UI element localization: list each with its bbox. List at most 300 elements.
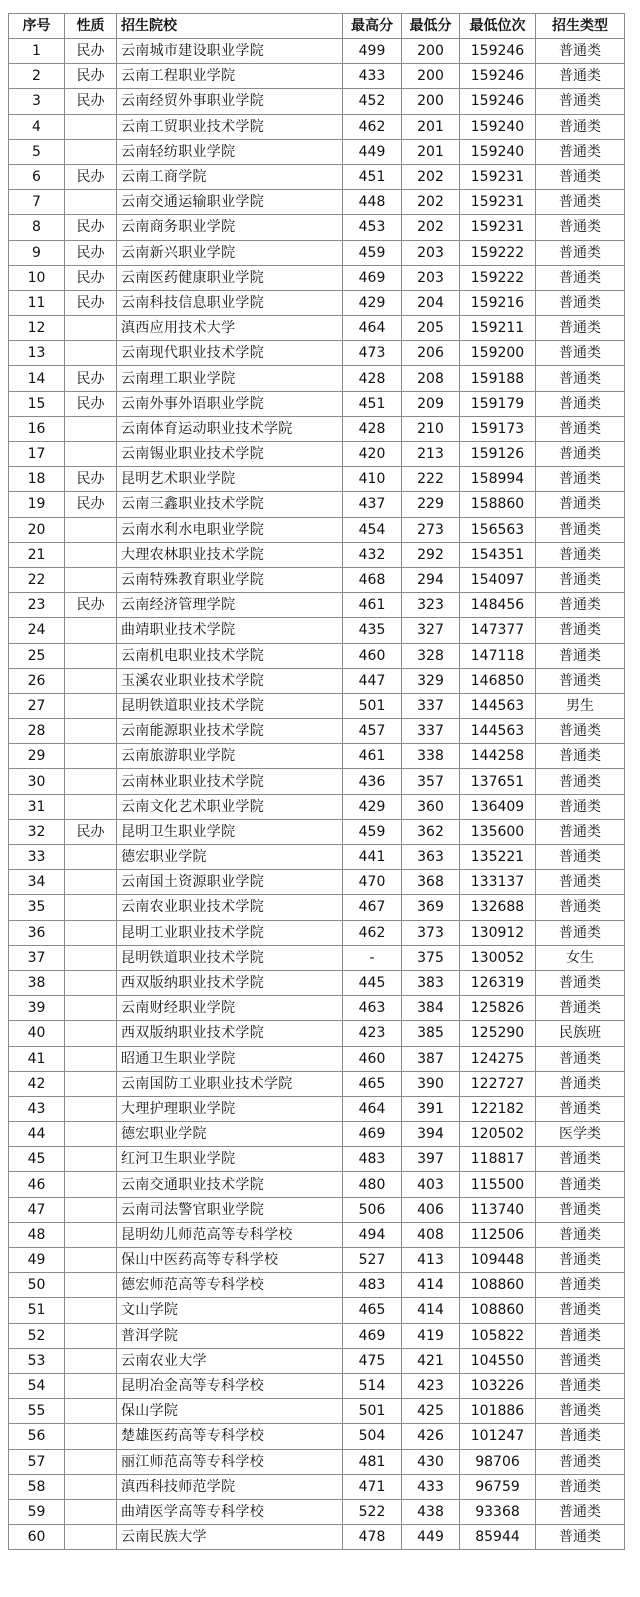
cell-category: 普通类 (536, 1248, 625, 1273)
cell-min-score: 363 (402, 845, 460, 870)
cell-min-rank: 113740 (460, 1197, 536, 1222)
table-row (9, 1197, 625, 1222)
cell-index: 11 (9, 290, 65, 315)
cell-min-score: 360 (402, 794, 460, 819)
cell-min-rank: 85944 (460, 1525, 536, 1550)
cell-max-score: 428 (343, 416, 402, 441)
cell-max-score: 504 (343, 1424, 402, 1449)
table-row (9, 593, 625, 618)
cell-max-score: 522 (343, 1499, 402, 1524)
cell-max-score: 459 (343, 819, 402, 844)
cell-max-score: 447 (343, 668, 402, 693)
cell-min-score: 413 (402, 1248, 460, 1273)
cell-index: 25 (9, 643, 65, 668)
cell-min-score: 337 (402, 719, 460, 744)
cell-min-rank: 154097 (460, 567, 536, 592)
cell-type (65, 693, 117, 718)
cell-min-score: 385 (402, 1021, 460, 1046)
cell-school: 云南工商学院 (117, 164, 343, 189)
cell-min-rank: 159173 (460, 416, 536, 441)
cell-index: 28 (9, 719, 65, 744)
cell-max-score: 483 (343, 1147, 402, 1172)
cell-min-score: 202 (402, 164, 460, 189)
cell-min-score: 406 (402, 1197, 460, 1222)
cell-category: 普通类 (536, 1449, 625, 1474)
cell-index: 55 (9, 1399, 65, 1424)
cell-school: 保山中医药高等专科学校 (117, 1248, 343, 1273)
cell-max-score: 420 (343, 442, 402, 467)
cell-min-rank: 125290 (460, 1021, 536, 1046)
cell-type (65, 643, 117, 668)
cell-max-score: 471 (343, 1474, 402, 1499)
cell-min-score: 205 (402, 316, 460, 341)
cell-school: 昭通卫生职业学院 (117, 1046, 343, 1071)
cell-type (65, 1122, 117, 1147)
cell-index: 53 (9, 1348, 65, 1373)
header-min-rank: 最低位次 (460, 14, 536, 39)
cell-min-rank: 159126 (460, 442, 536, 467)
cell-index: 14 (9, 366, 65, 391)
cell-index: 18 (9, 467, 65, 492)
admission-score-table (8, 13, 625, 1550)
cell-min-score: 202 (402, 190, 460, 215)
cell-school: 普洱学院 (117, 1323, 343, 1348)
cell-max-score: 429 (343, 290, 402, 315)
cell-school: 大理护理职业学院 (117, 1096, 343, 1121)
cell-school: 昆明工业职业技术学院 (117, 920, 343, 945)
cell-min-rank: 135221 (460, 845, 536, 870)
cell-max-score: 501 (343, 1399, 402, 1424)
table-row (9, 1424, 625, 1449)
cell-school: 云南现代职业技术学院 (117, 341, 343, 366)
cell-min-score: 200 (402, 39, 460, 64)
cell-type (65, 1525, 117, 1550)
cell-min-rank: 122727 (460, 1071, 536, 1096)
cell-index: 49 (9, 1248, 65, 1273)
cell-min-score: 201 (402, 114, 460, 139)
cell-school: 云南轻纺职业学院 (117, 139, 343, 164)
cell-min-score: 294 (402, 567, 460, 592)
cell-index: 56 (9, 1424, 65, 1449)
cell-min-rank: 104550 (460, 1348, 536, 1373)
cell-type (65, 1046, 117, 1071)
cell-max-score: 483 (343, 1273, 402, 1298)
cell-type (65, 542, 117, 567)
cell-min-score: 329 (402, 668, 460, 693)
cell-type (65, 668, 117, 693)
cell-index: 46 (9, 1172, 65, 1197)
cell-max-score: 473 (343, 341, 402, 366)
cell-type: 民办 (65, 164, 117, 189)
cell-type (65, 1373, 117, 1398)
cell-category: 普通类 (536, 794, 625, 819)
header-school: 招生院校 (117, 14, 343, 39)
cell-min-score: 202 (402, 215, 460, 240)
cell-type: 民办 (65, 89, 117, 114)
cell-min-rank: 159246 (460, 89, 536, 114)
cell-max-score: 437 (343, 492, 402, 517)
cell-min-score: 383 (402, 970, 460, 995)
cell-school: 云南经贸外事职业学院 (117, 89, 343, 114)
cell-type: 民办 (65, 593, 117, 618)
table-row (9, 290, 625, 315)
cell-type: 民办 (65, 492, 117, 517)
header-max-score: 最高分 (343, 14, 402, 39)
table-row (9, 1348, 625, 1373)
cell-min-score: 390 (402, 1071, 460, 1096)
cell-max-score: 470 (343, 870, 402, 895)
cell-type: 民办 (65, 391, 117, 416)
cell-min-score: 414 (402, 1273, 460, 1298)
cell-type (65, 1147, 117, 1172)
cell-category: 普通类 (536, 1348, 625, 1373)
cell-school: 云南经济管理学院 (117, 593, 343, 618)
cell-category: 普通类 (536, 1298, 625, 1323)
table-row (9, 39, 625, 64)
table-row (9, 240, 625, 265)
cell-index: 44 (9, 1122, 65, 1147)
cell-category: 普通类 (536, 542, 625, 567)
cell-type (65, 341, 117, 366)
cell-category: 普通类 (536, 341, 625, 366)
cell-category: 普通类 (536, 366, 625, 391)
cell-school: 云南旅游职业学院 (117, 744, 343, 769)
cell-school: 云南特殊教育职业学院 (117, 567, 343, 592)
cell-min-score: 203 (402, 265, 460, 290)
cell-index: 24 (9, 618, 65, 643)
cell-school: 楚雄医药高等专科学校 (117, 1424, 343, 1449)
table-row (9, 492, 625, 517)
cell-min-score: 357 (402, 769, 460, 794)
cell-index: 57 (9, 1449, 65, 1474)
cell-max-score: 501 (343, 693, 402, 718)
table-row (9, 845, 625, 870)
cell-index: 52 (9, 1323, 65, 1348)
cell-school: 云南外事外语职业学院 (117, 391, 343, 416)
cell-type (65, 316, 117, 341)
cell-min-score: 403 (402, 1172, 460, 1197)
cell-index: 33 (9, 845, 65, 870)
cell-min-score: 327 (402, 618, 460, 643)
cell-school: 昆明冶金高等专科学校 (117, 1373, 343, 1398)
cell-min-rank: 108860 (460, 1298, 536, 1323)
cell-min-score: 210 (402, 416, 460, 441)
cell-max-score: 467 (343, 895, 402, 920)
cell-school: 云南医药健康职业学院 (117, 265, 343, 290)
cell-school: 云南体育运动职业技术学院 (117, 416, 343, 441)
cell-max-score: 463 (343, 996, 402, 1021)
cell-type (65, 1399, 117, 1424)
cell-index: 50 (9, 1273, 65, 1298)
table-row (9, 870, 625, 895)
cell-school: 昆明艺术职业学院 (117, 467, 343, 492)
cell-category: 女生 (536, 945, 625, 970)
cell-school: 云南锡业职业技术学院 (117, 442, 343, 467)
cell-type (65, 945, 117, 970)
cell-min-score: 337 (402, 693, 460, 718)
cell-school: 德宏师范高等专科学校 (117, 1273, 343, 1298)
cell-type (65, 1323, 117, 1348)
cell-min-rank: 130912 (460, 920, 536, 945)
admission-score-table-container (8, 13, 624, 1550)
cell-index: 38 (9, 970, 65, 995)
cell-category: 普通类 (536, 64, 625, 89)
cell-type (65, 920, 117, 945)
cell-type (65, 190, 117, 215)
table-row (9, 416, 625, 441)
cell-category: 普通类 (536, 996, 625, 1021)
header-index: 序号 (9, 14, 65, 39)
cell-type (65, 139, 117, 164)
table-row (9, 1449, 625, 1474)
cell-type: 民办 (65, 215, 117, 240)
cell-max-score: 459 (343, 240, 402, 265)
cell-max-score: 457 (343, 719, 402, 744)
cell-min-score: 208 (402, 366, 460, 391)
table-row (9, 64, 625, 89)
cell-min-rank: 109448 (460, 1248, 536, 1273)
cell-school: 昆明铁道职业技术学院 (117, 693, 343, 718)
cell-min-score: 273 (402, 517, 460, 542)
cell-index: 60 (9, 1525, 65, 1550)
cell-type (65, 1474, 117, 1499)
cell-min-score: 408 (402, 1222, 460, 1247)
cell-type (65, 1424, 117, 1449)
table-row (9, 693, 625, 718)
table-row (9, 215, 625, 240)
cell-type: 民办 (65, 819, 117, 844)
cell-category: 普通类 (536, 391, 625, 416)
cell-school: 云南工程职业学院 (117, 64, 343, 89)
cell-type (65, 416, 117, 441)
cell-max-score: 506 (343, 1197, 402, 1222)
cell-school: 云南新兴职业学院 (117, 240, 343, 265)
cell-school: 云南司法警官职业学院 (117, 1197, 343, 1222)
table-row (9, 1046, 625, 1071)
cell-type (65, 1449, 117, 1474)
cell-max-score: 514 (343, 1373, 402, 1398)
cell-school: 德宏职业学院 (117, 1122, 343, 1147)
cell-index: 47 (9, 1197, 65, 1222)
cell-min-rank: 144563 (460, 693, 536, 718)
cell-index: 3 (9, 89, 65, 114)
cell-min-score: 292 (402, 542, 460, 567)
cell-type (65, 744, 117, 769)
cell-school: 云南文化艺术职业学院 (117, 794, 343, 819)
cell-school: 云南交通运输职业学院 (117, 190, 343, 215)
cell-type (65, 442, 117, 467)
cell-type (65, 845, 117, 870)
table-body (9, 39, 625, 1550)
cell-category: 普通类 (536, 769, 625, 794)
cell-max-score: 462 (343, 920, 402, 945)
cell-type (65, 567, 117, 592)
cell-min-score: 414 (402, 1298, 460, 1323)
cell-max-score: 464 (343, 316, 402, 341)
table-row (9, 895, 625, 920)
table-row (9, 1373, 625, 1398)
cell-min-rank: 159211 (460, 316, 536, 341)
cell-min-rank: 159240 (460, 139, 536, 164)
cell-type (65, 970, 117, 995)
cell-school: 云南三鑫职业技术学院 (117, 492, 343, 517)
cell-min-rank: 93368 (460, 1499, 536, 1524)
cell-min-rank: 118817 (460, 1147, 536, 1172)
table-row (9, 1499, 625, 1524)
cell-type: 民办 (65, 240, 117, 265)
cell-min-score: 200 (402, 89, 460, 114)
cell-school: 云南能源职业技术学院 (117, 719, 343, 744)
cell-min-score: 433 (402, 1474, 460, 1499)
cell-min-score: 203 (402, 240, 460, 265)
cell-school: 云南财经职业学院 (117, 996, 343, 1021)
cell-category: 普通类 (536, 618, 625, 643)
table-row (9, 1323, 625, 1348)
cell-min-rank: 146850 (460, 668, 536, 693)
cell-type (65, 895, 117, 920)
cell-max-score: 494 (343, 1222, 402, 1247)
cell-category: 普通类 (536, 744, 625, 769)
cell-school: 云南城市建设职业学院 (117, 39, 343, 64)
cell-max-score: 428 (343, 366, 402, 391)
table-row (9, 1248, 625, 1273)
cell-index: 58 (9, 1474, 65, 1499)
cell-category: 普通类 (536, 719, 625, 744)
cell-min-rank: 159200 (460, 341, 536, 366)
cell-category: 普通类 (536, 1147, 625, 1172)
cell-max-score: 480 (343, 1172, 402, 1197)
table-row (9, 819, 625, 844)
cell-min-rank: 159222 (460, 240, 536, 265)
cell-index: 10 (9, 265, 65, 290)
cell-category: 普通类 (536, 1474, 625, 1499)
cell-school: 文山学院 (117, 1298, 343, 1323)
cell-category: 普通类 (536, 643, 625, 668)
cell-max-score: 429 (343, 794, 402, 819)
cell-category: 普通类 (536, 1071, 625, 1096)
cell-type (65, 1222, 117, 1247)
cell-max-score: 469 (343, 265, 402, 290)
cell-max-score: 462 (343, 114, 402, 139)
cell-index: 54 (9, 1373, 65, 1398)
cell-index: 2 (9, 64, 65, 89)
cell-min-rank: 112506 (460, 1222, 536, 1247)
cell-min-rank: 132688 (460, 895, 536, 920)
cell-category: 普通类 (536, 845, 625, 870)
cell-min-rank: 159231 (460, 190, 536, 215)
cell-max-score: 451 (343, 391, 402, 416)
cell-index: 9 (9, 240, 65, 265)
cell-category: 普通类 (536, 290, 625, 315)
cell-max-score: 464 (343, 1096, 402, 1121)
table-row (9, 1021, 625, 1046)
cell-min-score: 204 (402, 290, 460, 315)
cell-min-rank: 115500 (460, 1172, 536, 1197)
cell-index: 16 (9, 416, 65, 441)
cell-type (65, 1021, 117, 1046)
cell-category: 医学类 (536, 1122, 625, 1147)
cell-type (65, 114, 117, 139)
table-row (9, 1096, 625, 1121)
cell-category: 普通类 (536, 467, 625, 492)
cell-max-score: - (343, 945, 402, 970)
cell-max-score: 451 (343, 164, 402, 189)
cell-school: 保山学院 (117, 1399, 343, 1424)
table-row (9, 920, 625, 945)
table-row (9, 1525, 625, 1550)
cell-index: 40 (9, 1021, 65, 1046)
cell-category: 普通类 (536, 1273, 625, 1298)
cell-school: 云南商务职业学院 (117, 215, 343, 240)
cell-type (65, 1499, 117, 1524)
cell-min-rank: 136409 (460, 794, 536, 819)
cell-category: 普通类 (536, 1096, 625, 1121)
cell-category: 普通类 (536, 492, 625, 517)
cell-index: 6 (9, 164, 65, 189)
cell-index: 15 (9, 391, 65, 416)
cell-min-score: 423 (402, 1373, 460, 1398)
cell-index: 23 (9, 593, 65, 618)
cell-category: 普通类 (536, 668, 625, 693)
cell-index: 27 (9, 693, 65, 718)
cell-max-score: 453 (343, 215, 402, 240)
cell-school: 云南林业职业技术学院 (117, 769, 343, 794)
table-row (9, 719, 625, 744)
header-row (9, 14, 625, 39)
cell-category: 普通类 (536, 240, 625, 265)
cell-type (65, 1197, 117, 1222)
cell-max-score: 527 (343, 1248, 402, 1273)
cell-category: 普通类 (536, 164, 625, 189)
cell-category: 普通类 (536, 567, 625, 592)
cell-type (65, 1298, 117, 1323)
table-row (9, 467, 625, 492)
table-row (9, 769, 625, 794)
cell-category: 普通类 (536, 316, 625, 341)
cell-max-score: 465 (343, 1298, 402, 1323)
cell-index: 36 (9, 920, 65, 945)
table-row (9, 114, 625, 139)
cell-min-score: 222 (402, 467, 460, 492)
cell-school: 昆明铁道职业技术学院 (117, 945, 343, 970)
cell-school: 曲靖医学高等专科学校 (117, 1499, 343, 1524)
cell-min-rank: 122182 (460, 1096, 536, 1121)
cell-index: 8 (9, 215, 65, 240)
cell-min-rank: 130052 (460, 945, 536, 970)
cell-max-score: 461 (343, 593, 402, 618)
cell-max-score: 499 (343, 39, 402, 64)
cell-category: 普通类 (536, 265, 625, 290)
cell-category: 民族班 (536, 1021, 625, 1046)
cell-index: 12 (9, 316, 65, 341)
cell-category: 普通类 (536, 970, 625, 995)
cell-school: 云南国土资源职业学院 (117, 870, 343, 895)
table-row (9, 542, 625, 567)
cell-school: 云南理工职业学院 (117, 366, 343, 391)
cell-school: 云南水利水电职业学院 (117, 517, 343, 542)
cell-min-rank: 159246 (460, 39, 536, 64)
cell-min-score: 229 (402, 492, 460, 517)
cell-school: 云南农业大学 (117, 1348, 343, 1373)
cell-index: 41 (9, 1046, 65, 1071)
cell-category: 普通类 (536, 1222, 625, 1247)
cell-max-score: 436 (343, 769, 402, 794)
cell-max-score: 448 (343, 190, 402, 215)
cell-index: 32 (9, 819, 65, 844)
cell-min-rank: 156563 (460, 517, 536, 542)
cell-min-rank: 108860 (460, 1273, 536, 1298)
cell-max-score: 423 (343, 1021, 402, 1046)
